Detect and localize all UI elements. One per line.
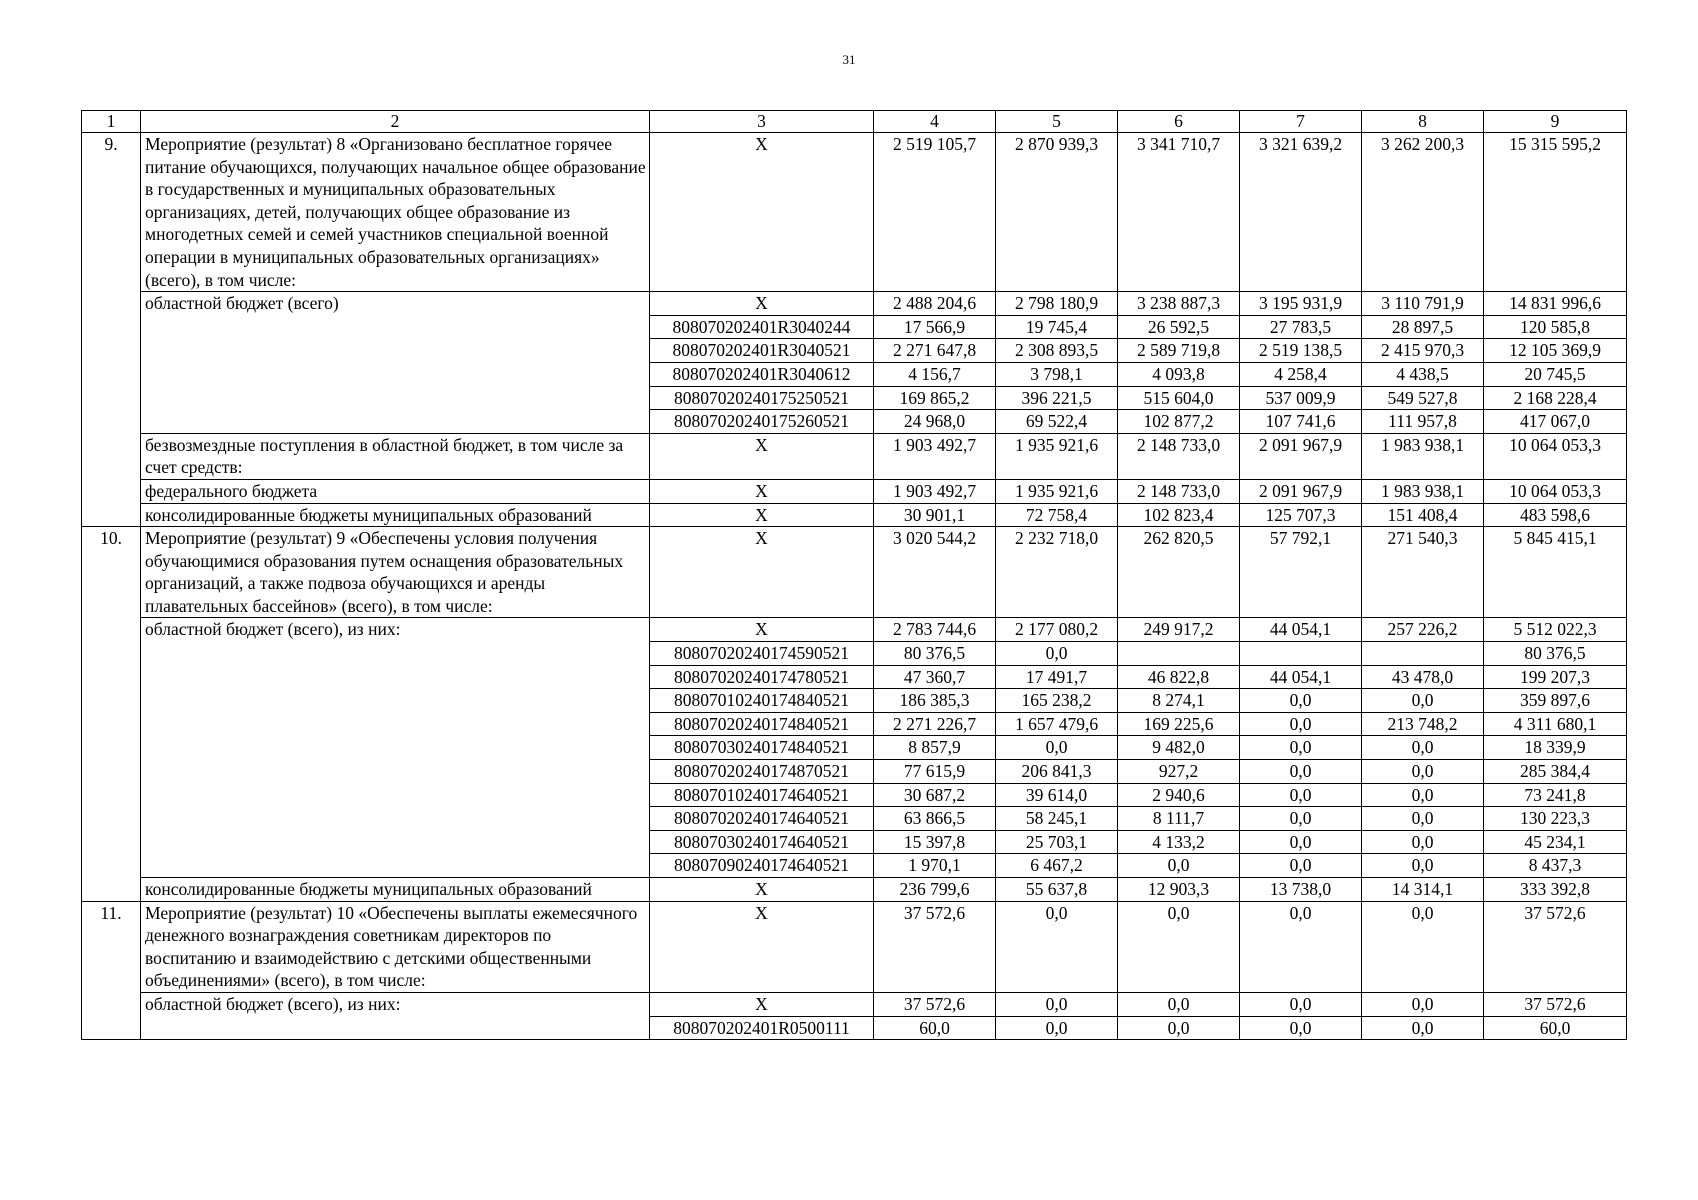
value-cell: 3 262 200,3 — [1362, 133, 1484, 292]
budget-code: X — [650, 527, 874, 618]
value-cell: 8 857,9 — [874, 736, 996, 760]
section-row — [82, 901, 1627, 992]
value-cell: 2 415 970,3 — [1362, 339, 1484, 363]
value-cell: 3 341 710,7 — [1118, 133, 1240, 292]
value-cell: 2 148 733,0 — [1118, 433, 1240, 479]
value-cell: 6 467,2 — [996, 854, 1118, 878]
value-cell: 186 385,3 — [874, 689, 996, 713]
value-cell: 8 437,3 — [1484, 854, 1627, 878]
group-label: областной бюджет (всего), из них: — [141, 992, 650, 1039]
value-cell: 4 156,7 — [874, 362, 996, 386]
value-cell: 0,0 — [1240, 992, 1362, 1016]
value-cell: 14 831 996,6 — [1484, 292, 1627, 316]
section-title: Мероприятие (результат) 9 «Обеспечены условия получения обучающимися образования путем оснащения образовательных организаций, а также подвоза обучающихся и аренды плавательных бассейнов» (всего), в том числе: — [141, 527, 650, 618]
value-cell: 0,0 — [1362, 830, 1484, 854]
value-cell: 125 707,3 — [1240, 503, 1362, 527]
value-cell: 2 488 204,6 — [874, 292, 996, 316]
value-cell: 0,0 — [1362, 783, 1484, 807]
value-cell: 8 111,7 — [1118, 807, 1240, 831]
value-cell: 2 232 718,0 — [996, 527, 1118, 618]
value-cell: 0,0 — [1362, 689, 1484, 713]
value-cell: 0,0 — [1240, 689, 1362, 713]
value-cell: 27 783,5 — [1240, 315, 1362, 339]
budget-code: X — [650, 479, 874, 503]
header-row — [82, 111, 1627, 133]
value-cell: 28 897,5 — [1362, 315, 1484, 339]
column-header: 9 — [1484, 111, 1627, 133]
value-cell: 2 091 967,9 — [1240, 433, 1362, 479]
value-cell: 199 207,3 — [1484, 665, 1627, 689]
value-cell: 3 238 887,3 — [1118, 292, 1240, 316]
value-cell: 80 376,5 — [874, 642, 996, 666]
value-cell: 927,2 — [1118, 760, 1240, 784]
budget-code: X — [650, 992, 874, 1016]
column-header: 6 — [1118, 111, 1240, 133]
value-cell: 10 064 053,3 — [1484, 479, 1627, 503]
value-cell: 19 745,4 — [996, 315, 1118, 339]
value-cell: 2 271 226,7 — [874, 712, 996, 736]
value-cell: 102 877,2 — [1118, 410, 1240, 434]
group-label: консолидированные бюджеты муниципальных образований — [141, 878, 650, 902]
budget-code: X — [650, 618, 874, 642]
value-cell: 2 308 893,5 — [996, 339, 1118, 363]
value-cell: 359 897,6 — [1484, 689, 1627, 713]
budget-code: X — [650, 901, 874, 992]
value-cell: 2 589 719,8 — [1118, 339, 1240, 363]
value-cell: 20 745,5 — [1484, 362, 1627, 386]
value-cell: 46 822,8 — [1118, 665, 1240, 689]
value-cell: 1 935 921,6 — [996, 433, 1118, 479]
value-cell: 37 572,6 — [1484, 901, 1627, 992]
value-cell: 63 866,5 — [874, 807, 996, 831]
value-cell: 120 585,8 — [1484, 315, 1627, 339]
section-number: 9. — [82, 133, 141, 527]
section-number: 10. — [82, 527, 141, 902]
value-cell: 8 274,1 — [1118, 689, 1240, 713]
budget-code: 80807030240174840521 — [650, 736, 874, 760]
group-row — [82, 433, 1627, 479]
value-cell: 0,0 — [1362, 901, 1484, 992]
page-number: 31 — [842, 52, 856, 67]
budget-code: 80807010240174840521 — [650, 689, 874, 713]
value-cell: 4 258,4 — [1240, 362, 1362, 386]
value-cell: 15 315 595,2 — [1484, 133, 1627, 292]
value-cell — [1240, 642, 1362, 666]
value-cell: 0,0 — [996, 992, 1118, 1016]
budget-code: 80807020240174640521 — [650, 807, 874, 831]
value-cell: 417 067,0 — [1484, 410, 1627, 434]
group-row — [82, 503, 1627, 527]
value-cell: 15 397,8 — [874, 830, 996, 854]
budget-code: 80807020240174780521 — [650, 665, 874, 689]
value-cell: 69 522,4 — [996, 410, 1118, 434]
value-cell: 2 870 939,3 — [996, 133, 1118, 292]
section-title: Мероприятие (результат) 10 «Обеспечены выплаты ежемесячного денежного вознаграждения советникам директоров по воспитанию и взаимодействию с детскими общественными объединениями» (всего), в том числе: — [141, 901, 650, 992]
value-cell: 483 598,6 — [1484, 503, 1627, 527]
value-cell: 3 195 931,9 — [1240, 292, 1362, 316]
group-label: областной бюджет (всего) — [141, 292, 650, 434]
value-cell: 0,0 — [1240, 712, 1362, 736]
value-cell: 0,0 — [1240, 736, 1362, 760]
value-cell: 285 384,4 — [1484, 760, 1627, 784]
budget-code: 80807020240174840521 — [650, 712, 874, 736]
group-label: федерального бюджета — [141, 479, 650, 503]
value-cell: 1 970,1 — [874, 854, 996, 878]
budget-code: 808070202401R3040521 — [650, 339, 874, 363]
value-cell — [1362, 642, 1484, 666]
value-cell: 0,0 — [996, 642, 1118, 666]
budget-code: 808070202401R0500111 — [650, 1016, 874, 1040]
value-cell: 0,0 — [996, 901, 1118, 992]
group-row — [82, 878, 1627, 902]
value-cell: 249 917,2 — [1118, 618, 1240, 642]
value-cell: 0,0 — [1118, 1016, 1240, 1040]
value-cell: 0,0 — [1240, 901, 1362, 992]
value-cell: 47 360,7 — [874, 665, 996, 689]
value-cell: 45 234,1 — [1484, 830, 1627, 854]
value-cell: 3 110 791,9 — [1362, 292, 1484, 316]
value-cell: 0,0 — [1240, 854, 1362, 878]
value-cell: 14 314,1 — [1362, 878, 1484, 902]
value-cell: 1 903 492,7 — [874, 479, 996, 503]
value-cell: 55 637,8 — [996, 878, 1118, 902]
column-header: 8 — [1362, 111, 1484, 133]
budget-code: X — [650, 433, 874, 479]
value-cell: 213 748,2 — [1362, 712, 1484, 736]
value-cell: 80 376,5 — [1484, 642, 1627, 666]
value-cell — [1118, 642, 1240, 666]
budget-code: 80807030240174640521 — [650, 830, 874, 854]
budget-code: 808070202401R3040244 — [650, 315, 874, 339]
value-cell: 0,0 — [1240, 1016, 1362, 1040]
section-row — [82, 133, 1627, 292]
value-cell: 169 225,6 — [1118, 712, 1240, 736]
value-cell: 0,0 — [1362, 736, 1484, 760]
value-cell: 0,0 — [1362, 1016, 1484, 1040]
value-cell: 2 168 228,4 — [1484, 386, 1627, 410]
value-cell: 44 054,1 — [1240, 618, 1362, 642]
value-cell: 0,0 — [1240, 760, 1362, 784]
value-cell: 3 798,1 — [996, 362, 1118, 386]
group-row — [82, 992, 1627, 1016]
value-cell: 12 903,3 — [1118, 878, 1240, 902]
value-cell: 10 064 053,3 — [1484, 433, 1627, 479]
value-cell: 1 657 479,6 — [996, 712, 1118, 736]
value-cell: 0,0 — [1240, 807, 1362, 831]
budget-code: 80807010240174640521 — [650, 783, 874, 807]
value-cell: 2 271 647,8 — [874, 339, 996, 363]
value-cell: 4 093,8 — [1118, 362, 1240, 386]
value-cell: 0,0 — [1240, 830, 1362, 854]
value-cell: 72 758,4 — [996, 503, 1118, 527]
section-number: 11. — [82, 901, 141, 1040]
column-header: 7 — [1240, 111, 1362, 133]
value-cell: 30 901,1 — [874, 503, 996, 527]
value-cell: 57 792,1 — [1240, 527, 1362, 618]
value-cell: 0,0 — [1362, 807, 1484, 831]
value-cell: 58 245,1 — [996, 807, 1118, 831]
budget-code: X — [650, 878, 874, 902]
value-cell: 130 223,3 — [1484, 807, 1627, 831]
value-cell: 5 845 415,1 — [1484, 527, 1627, 618]
value-cell: 0,0 — [1118, 901, 1240, 992]
value-cell: 3 321 639,2 — [1240, 133, 1362, 292]
value-cell: 2 519 105,7 — [874, 133, 996, 292]
value-cell: 13 738,0 — [1240, 878, 1362, 902]
value-cell: 333 392,8 — [1484, 878, 1627, 902]
budget-code: X — [650, 503, 874, 527]
value-cell: 17 491,7 — [996, 665, 1118, 689]
value-cell: 549 527,8 — [1362, 386, 1484, 410]
value-cell: 1 903 492,7 — [874, 433, 996, 479]
value-cell: 2 177 080,2 — [996, 618, 1118, 642]
value-cell: 0,0 — [1362, 992, 1484, 1016]
budget-table — [81, 110, 1627, 1040]
group-label: консолидированные бюджеты муниципальных образований — [141, 503, 650, 527]
value-cell: 2 798 180,9 — [996, 292, 1118, 316]
value-cell: 102 823,4 — [1118, 503, 1240, 527]
group-label: областной бюджет (всего), из них: — [141, 618, 650, 878]
value-cell: 515 604,0 — [1118, 386, 1240, 410]
value-cell: 60,0 — [1484, 1016, 1627, 1040]
value-cell: 262 820,5 — [1118, 527, 1240, 618]
value-cell: 257 226,2 — [1362, 618, 1484, 642]
value-cell: 396 221,5 — [996, 386, 1118, 410]
value-cell: 1 983 938,1 — [1362, 433, 1484, 479]
section-row — [82, 527, 1627, 618]
value-cell: 43 478,0 — [1362, 665, 1484, 689]
budget-code: 80807090240174640521 — [650, 854, 874, 878]
value-cell: 165 238,2 — [996, 689, 1118, 713]
value-cell: 0,0 — [996, 1016, 1118, 1040]
group-label: безвозмездные поступления в областной бюджет, в том числе за счет средств: — [141, 433, 650, 479]
value-cell: 44 054,1 — [1240, 665, 1362, 689]
group-row — [82, 618, 1627, 642]
value-cell: 60,0 — [874, 1016, 996, 1040]
value-cell: 30 687,2 — [874, 783, 996, 807]
value-cell: 26 592,5 — [1118, 315, 1240, 339]
section-title: Мероприятие (результат) 8 «Организовано бесплатное горячее питание обучающихся, получающих начальное общее образование в государственных и муниципальных образовательных организациях, детей, получающих общее образование из многодетных семей и семей участников специальной военной операции в муниципальных образовательных организациях» (всего), в том числе: — [141, 133, 650, 292]
value-cell: 0,0 — [1362, 854, 1484, 878]
column-header: 3 — [650, 111, 874, 133]
value-cell: 111 957,8 — [1362, 410, 1484, 434]
value-cell: 77 615,9 — [874, 760, 996, 784]
value-cell: 236 799,6 — [874, 878, 996, 902]
value-cell: 18 339,9 — [1484, 736, 1627, 760]
group-row — [82, 479, 1627, 503]
budget-code: 80807020240174870521 — [650, 760, 874, 784]
column-header: 1 — [82, 111, 141, 133]
value-cell: 2 519 138,5 — [1240, 339, 1362, 363]
budget-code: 80807020240174590521 — [650, 642, 874, 666]
budget-code: X — [650, 292, 874, 316]
value-cell: 25 703,1 — [996, 830, 1118, 854]
value-cell: 2 940,6 — [1118, 783, 1240, 807]
value-cell: 37 572,6 — [874, 992, 996, 1016]
value-cell: 17 566,9 — [874, 315, 996, 339]
value-cell: 271 540,3 — [1362, 527, 1484, 618]
value-cell: 3 020 544,2 — [874, 527, 996, 618]
group-row — [82, 292, 1627, 316]
value-cell: 2 091 967,9 — [1240, 479, 1362, 503]
value-cell: 0,0 — [1118, 992, 1240, 1016]
value-cell: 37 572,6 — [1484, 992, 1627, 1016]
budget-code: 80807020240175250521 — [650, 386, 874, 410]
value-cell: 0,0 — [1240, 783, 1362, 807]
column-header: 4 — [874, 111, 996, 133]
budget-code: X — [650, 133, 874, 292]
budget-code: 80807020240175260521 — [650, 410, 874, 434]
value-cell: 9 482,0 — [1118, 736, 1240, 760]
value-cell: 4 438,5 — [1362, 362, 1484, 386]
value-cell: 537 009,9 — [1240, 386, 1362, 410]
value-cell: 5 512 022,3 — [1484, 618, 1627, 642]
value-cell: 0,0 — [1362, 760, 1484, 784]
value-cell: 4 133,2 — [1118, 830, 1240, 854]
value-cell: 206 841,3 — [996, 760, 1118, 784]
value-cell: 24 968,0 — [874, 410, 996, 434]
value-cell: 0,0 — [996, 736, 1118, 760]
value-cell: 12 105 369,9 — [1484, 339, 1627, 363]
value-cell: 1 983 938,1 — [1362, 479, 1484, 503]
column-header: 2 — [141, 111, 650, 133]
value-cell: 73 241,8 — [1484, 783, 1627, 807]
value-cell: 2 148 733,0 — [1118, 479, 1240, 503]
value-cell: 4 311 680,1 — [1484, 712, 1627, 736]
value-cell: 2 783 744,6 — [874, 618, 996, 642]
column-header: 5 — [996, 111, 1118, 133]
value-cell: 1 935 921,6 — [996, 479, 1118, 503]
value-cell: 169 865,2 — [874, 386, 996, 410]
value-cell: 0,0 — [1118, 854, 1240, 878]
value-cell: 39 614,0 — [996, 783, 1118, 807]
value-cell: 151 408,4 — [1362, 503, 1484, 527]
budget-code: 808070202401R3040612 — [650, 362, 874, 386]
value-cell: 37 572,6 — [874, 901, 996, 992]
value-cell: 107 741,6 — [1240, 410, 1362, 434]
